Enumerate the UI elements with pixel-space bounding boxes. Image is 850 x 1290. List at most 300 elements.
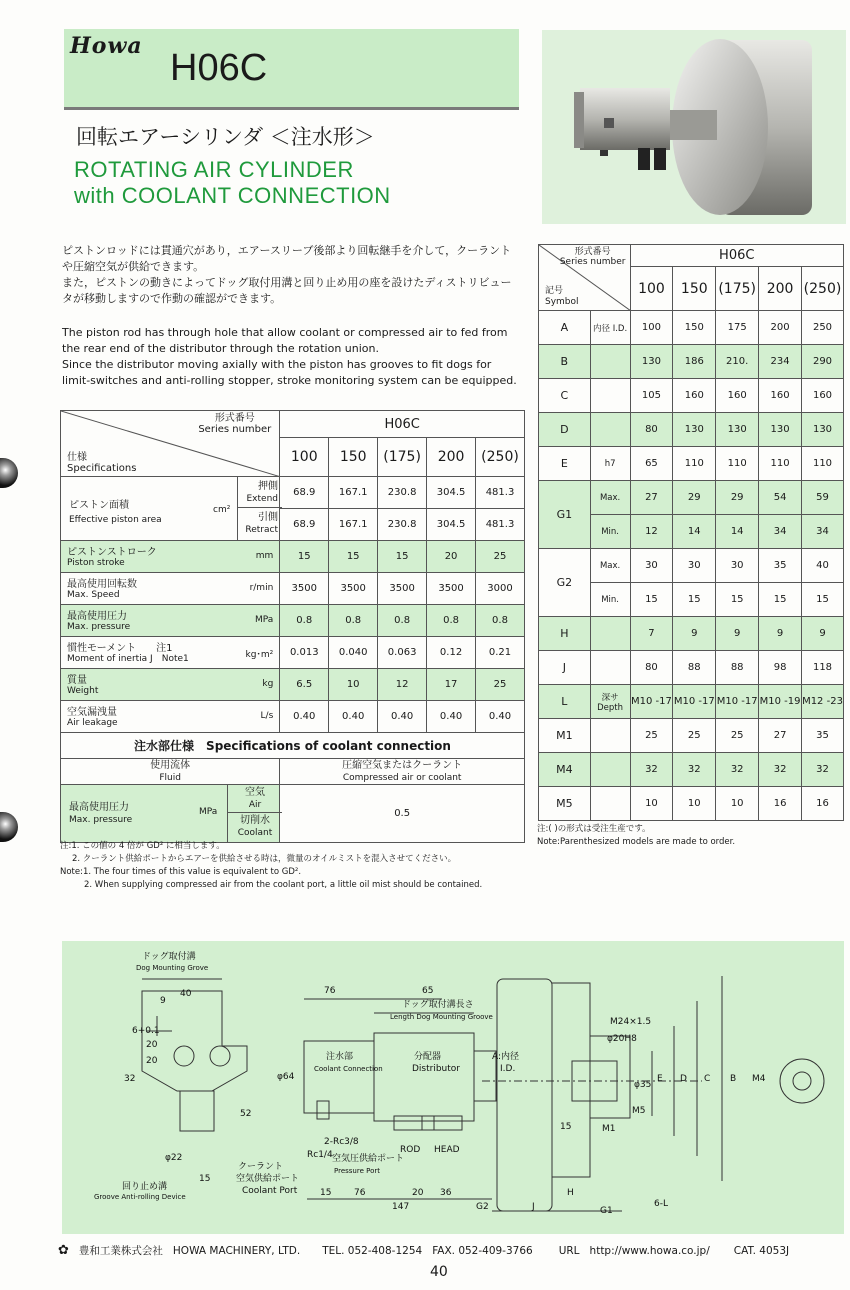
drawing-label: Length Dog Mounting Groove xyxy=(390,1013,493,1021)
spec-row-value: 0.40 xyxy=(280,701,329,733)
fluid-value-en: Compressed air or coolant xyxy=(342,772,462,783)
dim-value: 160 xyxy=(759,379,802,413)
spec-series-value: H06C xyxy=(280,411,525,438)
dim-value: 9 xyxy=(759,617,802,651)
drawing-label: ROD xyxy=(400,1145,421,1155)
dim-value: 34 xyxy=(802,515,844,549)
spec-note-en-1: Note:1. The four times of this value is equivalent to GD². xyxy=(60,867,302,877)
dim-symbol: M4 xyxy=(539,753,591,787)
spec-row-value: 0.8 xyxy=(280,605,329,637)
spec-note-jp-2: 2. クーラント供給ポートからエアーを供給させる時は，微量のオイルミストを混入させてください。 xyxy=(72,854,457,864)
dim-value: 59 xyxy=(802,481,844,515)
extend-value: 68.9 xyxy=(280,477,329,509)
dim-symbol: B xyxy=(539,345,591,379)
coolant-jp: 切削水 xyxy=(240,815,270,826)
drawing-label: D xyxy=(680,1074,687,1084)
dim-row xyxy=(539,617,844,651)
drawing-label: M5 xyxy=(632,1106,646,1116)
dim-value: 150 xyxy=(673,311,716,345)
spec-row-value: 3500 xyxy=(378,573,427,605)
spec-row-value: 3500 xyxy=(280,573,329,605)
spec-row-label-jp: 慣性モーメント 注1 xyxy=(67,642,173,654)
air-en: Air xyxy=(248,800,262,810)
dim-row xyxy=(539,481,844,515)
dim-value: 35 xyxy=(759,549,802,583)
spec-row-value: 0.40 xyxy=(476,701,525,733)
dim-value: 100 xyxy=(630,311,673,345)
drawing-label: 20 xyxy=(412,1188,424,1198)
howa-logo: Howa xyxy=(70,33,143,59)
spec-row-label-jp: ピストンストローク xyxy=(67,546,157,558)
dim-symbol: M1 xyxy=(539,719,591,753)
fluid-label xyxy=(61,759,280,785)
dim-value: 10 xyxy=(716,787,759,821)
dim-value: 15 xyxy=(802,583,844,617)
url-label: URL xyxy=(558,1244,580,1257)
air-jp: 空気 xyxy=(245,787,265,798)
drawing-label: 147 xyxy=(392,1202,410,1212)
dim-value: 80 xyxy=(630,651,673,685)
product-photo xyxy=(542,30,846,224)
spec-row-label xyxy=(61,573,280,605)
spec-row-label-jp: 最高使用圧力 xyxy=(67,610,127,622)
dim-value: 15 xyxy=(759,583,802,617)
dim-size-col: 100 xyxy=(630,267,673,311)
website-link[interactable]: http://www.howa.co.jp/ xyxy=(589,1244,710,1257)
dim-symbol: G1 xyxy=(539,481,591,549)
dim-row xyxy=(539,685,844,719)
dim-value: M10 -17 xyxy=(630,685,673,719)
dim-subnote xyxy=(590,719,630,753)
spec-row-label xyxy=(61,637,280,669)
spec-note-en-2: 2. When supplying compressed air from the coolant port, a little oil mist should be contained. xyxy=(84,880,483,890)
spec-row-value: 0.21 xyxy=(476,637,525,669)
dim-value: 290 xyxy=(802,345,844,379)
dim-header-corner xyxy=(539,245,631,311)
piston-area-en: Effective piston area xyxy=(69,515,162,525)
dim-value: 118 xyxy=(802,651,844,685)
company-name-jp: 豊和工業株式会社 xyxy=(78,1245,163,1257)
dim-value: 14 xyxy=(716,515,759,549)
spec-row-value: 25 xyxy=(476,669,525,701)
dim-value: 80 xyxy=(630,413,673,447)
dim-row xyxy=(539,753,844,787)
dim-series-value: H06C xyxy=(630,245,843,267)
dim-value: 30 xyxy=(716,549,759,583)
spec-row-unit: L/s xyxy=(260,711,274,721)
spec-row xyxy=(61,669,525,701)
retract-jp: 引側 xyxy=(258,512,278,523)
dim-value: 110 xyxy=(716,447,759,481)
dim-row xyxy=(539,549,844,583)
spec-row-label xyxy=(61,669,280,701)
drawing-label: J xyxy=(532,1202,535,1212)
spec-size-col: (175) xyxy=(378,438,427,477)
dim-subnote xyxy=(590,345,630,379)
spec-row-value: 0.40 xyxy=(378,701,427,733)
dim-subnote: Min. xyxy=(590,515,630,549)
dim-value: 30 xyxy=(630,549,673,583)
drawing-label: M4 xyxy=(752,1074,766,1084)
drawing-label: 6-L xyxy=(654,1199,668,1209)
dim-row xyxy=(539,379,844,413)
drawing-label: 分配器 xyxy=(414,1052,442,1062)
intro-en-paragraph-2: Since the distributor moving axially with the piston has grooves to fit dogs for limit-switches and anti-rolling stopper, stroke monitoring system can be equipped. xyxy=(62,358,517,387)
spec-row-unit: mm xyxy=(255,551,274,561)
spec-row-value: 0.040 xyxy=(329,637,378,669)
drawing-label: 2-Rc3/8 xyxy=(324,1137,359,1147)
catalog-number: CAT. 4053J xyxy=(733,1244,790,1257)
dim-value: 175 xyxy=(716,311,759,345)
footer xyxy=(58,1243,848,1258)
fluid-label-en: Fluid xyxy=(159,772,181,783)
dim-row xyxy=(539,651,844,685)
drawing-label: 空気供給ポート xyxy=(236,1174,300,1184)
piston-area-label xyxy=(61,477,280,541)
spec-spec-label-en: Specifications xyxy=(67,463,137,474)
spec-row-label-jp: 最高使用回転数 xyxy=(67,578,137,590)
spec-size-col: (250) xyxy=(476,438,525,477)
dim-value: 65 xyxy=(630,447,673,481)
dim-value: 25 xyxy=(716,719,759,753)
drawing-label: Coolant Port xyxy=(242,1186,298,1196)
phone: TEL. 052-408-1254 xyxy=(322,1244,423,1257)
dim-value: 15 xyxy=(673,583,716,617)
drawing-label: 52 xyxy=(240,1109,252,1119)
spec-row-label-en: Air leakage xyxy=(67,717,118,728)
intro-jp-paragraph-2: また，ピストンの動きによってドッグ取付用溝と回り止め用の座を設けたディストリビュータが移動しますので作動の確認ができます。 xyxy=(62,276,512,305)
drawing-label: 20 xyxy=(146,1056,158,1066)
drawing-label: I.D. xyxy=(500,1064,516,1074)
dim-subnote xyxy=(590,753,630,787)
drawing-label: G2 xyxy=(476,1202,489,1212)
spec-row-label-jp: 空気漏洩量 xyxy=(67,706,117,718)
dim-row xyxy=(539,413,844,447)
dim-value: 130 xyxy=(716,413,759,447)
retract-value: 68.9 xyxy=(280,509,329,541)
dim-value: 130 xyxy=(673,413,716,447)
model-title: H06C xyxy=(170,47,268,89)
dim-value: 210. xyxy=(716,345,759,379)
dim-value: 130 xyxy=(630,345,673,379)
fax: FAX. 052-409-3766 xyxy=(432,1244,533,1257)
spec-row-label xyxy=(61,541,280,573)
dim-value: 35 xyxy=(802,719,844,753)
spec-row-label-jp: 質量 xyxy=(67,674,87,686)
spec-row xyxy=(61,541,525,573)
spec-row-label-en: Weight xyxy=(67,685,99,696)
dim-value: 130 xyxy=(802,413,844,447)
extend-value: 481.3 xyxy=(476,477,525,509)
drawing-label: φ64 xyxy=(277,1072,295,1082)
spec-row-value: 6.5 xyxy=(280,669,329,701)
dim-value: 130 xyxy=(759,413,802,447)
spec-row-value: 3500 xyxy=(427,573,476,605)
spec-row-value: 0.12 xyxy=(427,637,476,669)
dim-note-jp: 注:( )の形式は受注生産です。 xyxy=(537,824,651,834)
dim-value: 110 xyxy=(802,447,844,481)
spec-size-col: 200 xyxy=(427,438,476,477)
dim-symbol-en: Symbol xyxy=(545,297,579,307)
drawing-label: B xyxy=(730,1074,737,1084)
spec-row-value: 15 xyxy=(378,541,427,573)
dim-symbol-jp: 記号 xyxy=(545,286,564,296)
title-japanese: 回転エアーシリンダ ＜注水形＞ xyxy=(76,125,375,149)
dim-symbol: A xyxy=(539,311,591,345)
spec-row-unit: kg xyxy=(262,679,274,689)
spec-header-corner xyxy=(61,411,280,477)
dim-size-col: 200 xyxy=(759,267,802,311)
dim-series-jp: 形式番号 xyxy=(574,247,611,257)
dim-subnote xyxy=(590,787,630,821)
dim-value: 40 xyxy=(802,549,844,583)
retract-value: 304.5 xyxy=(427,509,476,541)
dim-symbol: C xyxy=(539,379,591,413)
drawing-label: 76 xyxy=(354,1188,366,1198)
dim-value: 16 xyxy=(759,787,802,821)
coolant-en: Coolant xyxy=(237,828,273,838)
dim-value: 27 xyxy=(759,719,802,753)
dim-value: 9 xyxy=(802,617,844,651)
spec-row-value: 0.013 xyxy=(280,637,329,669)
dim-value: M12 -23 xyxy=(802,685,844,719)
drawing-label: A:内径 xyxy=(492,1052,520,1062)
drawing-label: Dog Mounting Grove xyxy=(136,964,209,972)
spec-size-col: 150 xyxy=(329,438,378,477)
dim-value: 29 xyxy=(673,481,716,515)
spec-note-jp-1: 注:1. この値の 4 倍が GD² に相当します。 xyxy=(60,841,225,851)
dim-subnote: 深サ Depth xyxy=(590,685,630,719)
spec-row-label-en: Max. Speed xyxy=(67,589,120,600)
piston-area-jp: ピストン面積 xyxy=(69,500,129,511)
dim-value: 250 xyxy=(802,311,844,345)
fluid-value-jp: 圧縮空気またはクーラント xyxy=(342,759,463,771)
drawing-label: C xyxy=(704,1074,711,1084)
spec-row-value: 0.8 xyxy=(378,605,427,637)
extend-jp: 押側 xyxy=(258,481,278,492)
drawing-label: Coolant Connection xyxy=(314,1065,383,1073)
extend-en: Extend xyxy=(246,494,278,504)
dim-value: 29 xyxy=(716,481,759,515)
drawing-label: Groove Anti-rolling Device xyxy=(94,1193,186,1201)
dim-value: 15 xyxy=(630,583,673,617)
spec-row-label-en: Piston stroke xyxy=(67,557,125,568)
dim-value: 110 xyxy=(759,447,802,481)
dim-value: 98 xyxy=(759,651,802,685)
dim-value: 30 xyxy=(673,549,716,583)
dim-size-col: 150 xyxy=(673,267,716,311)
dim-value: 160 xyxy=(673,379,716,413)
dim-symbol: E xyxy=(539,447,591,481)
dim-value: 32 xyxy=(630,753,673,787)
dim-row xyxy=(539,447,844,481)
dim-value: 25 xyxy=(630,719,673,753)
dim-row xyxy=(539,311,844,345)
spec-series-label-en: Series number xyxy=(198,424,272,435)
dim-note-en: Note:Parenthesized models are made to order. xyxy=(537,837,736,847)
drawing-label: φ20H8 xyxy=(607,1034,637,1044)
dim-value: 54 xyxy=(759,481,802,515)
coolant-pressure-label xyxy=(61,785,280,843)
fluid-value xyxy=(280,759,525,785)
drawing-label: クーラント xyxy=(238,1162,284,1172)
drawing-label: ドッグ取付溝長さ xyxy=(402,1000,474,1010)
drawing-label: HEAD xyxy=(434,1145,460,1155)
dim-value: 9 xyxy=(673,617,716,651)
dimensions-table xyxy=(538,244,844,821)
company-mark-icon: ✿ xyxy=(58,1243,69,1258)
spec-row-value: 15 xyxy=(280,541,329,573)
drawing-label: 15 xyxy=(199,1174,211,1184)
dim-value: 32 xyxy=(673,753,716,787)
spec-row-value: 0.40 xyxy=(329,701,378,733)
binder-hole xyxy=(0,812,18,842)
drawing-label: Pressure Port xyxy=(334,1167,380,1175)
dim-subnote: h7 xyxy=(590,447,630,481)
fluid-label-jp: 使用流体 xyxy=(150,759,191,771)
spec-row-label-en: Moment of inertia J Note1 xyxy=(67,653,189,664)
dim-value: 7 xyxy=(630,617,673,651)
spec-row-value: 10 xyxy=(329,669,378,701)
spec-row-value: 17 xyxy=(427,669,476,701)
spec-spec-label-jp: 仕様 xyxy=(67,452,87,463)
dim-subnote xyxy=(590,617,630,651)
dim-size-col: (250) xyxy=(802,267,844,311)
dim-value: 88 xyxy=(716,651,759,685)
coolant-pressure-en: Max. pressure xyxy=(69,815,133,825)
drawing-label: 15 xyxy=(560,1122,572,1132)
drawing-label: M24×1.5 xyxy=(610,1017,652,1027)
drawing-label: 40 xyxy=(180,989,192,999)
dim-subnote xyxy=(590,413,630,447)
drawing-label: 36 xyxy=(440,1188,452,1198)
drawing-label: 6+0.1 xyxy=(132,1026,160,1036)
drawing-label: 注水部 xyxy=(326,1052,354,1062)
extend-value: 167.1 xyxy=(329,477,378,509)
dim-value: M10 -17 xyxy=(716,685,759,719)
drawing-label: 回り止め溝 xyxy=(122,1182,168,1192)
dim-row xyxy=(539,345,844,379)
coolant-pressure-jp: 最高使用圧力 xyxy=(69,802,129,813)
drawing-label: H xyxy=(567,1188,574,1198)
spec-row-value: 3000 xyxy=(476,573,525,605)
extend-value: 230.8 xyxy=(378,477,427,509)
coolant-pressure-unit: MPa xyxy=(199,807,218,817)
drawing-label: 76 xyxy=(324,986,336,996)
page-number: 40 xyxy=(430,1264,448,1280)
drawing-label: 9 xyxy=(160,996,166,1006)
dim-value: M10 -17 xyxy=(673,685,716,719)
dim-subnote xyxy=(590,651,630,685)
coolant-pressure-value: 0.5 xyxy=(280,785,525,843)
spec-size-col: 100 xyxy=(280,438,329,477)
drawing-label: 32 xyxy=(124,1074,136,1084)
dim-size-col: (175) xyxy=(716,267,759,311)
intro-jp-paragraph-1: ピストンロッドには貫通穴があり，エアースリーブ後部より回転継手を介して，クーラントや圧縮空気が供給できます。 xyxy=(62,244,512,273)
spec-row-value: 3500 xyxy=(329,573,378,605)
dim-symbol: M5 xyxy=(539,787,591,821)
dim-value: 160 xyxy=(802,379,844,413)
dim-value: 110 xyxy=(673,447,716,481)
spec-row-value: 0.063 xyxy=(378,637,427,669)
spec-row-label xyxy=(61,701,280,733)
dim-subnote: Max. xyxy=(590,481,630,515)
drawing-label: Distributor xyxy=(412,1064,461,1074)
drawing-label: ドッグ取付溝 xyxy=(142,952,196,962)
dim-value: 14 xyxy=(673,515,716,549)
dim-symbol: H xyxy=(539,617,591,651)
dim-symbol: D xyxy=(539,413,591,447)
spec-row xyxy=(61,605,525,637)
retract-value: 167.1 xyxy=(329,509,378,541)
dim-value: 88 xyxy=(673,651,716,685)
spec-row-label xyxy=(61,605,280,637)
dim-value: 234 xyxy=(759,345,802,379)
coolant-section-title: 注水部仕様 Specifications of coolant connection xyxy=(61,733,525,759)
drawing-label: G1 xyxy=(600,1206,613,1216)
dim-value: 12 xyxy=(630,515,673,549)
spec-row-label-en: Max. pressure xyxy=(67,621,131,632)
spec-row-value: 0.8 xyxy=(427,605,476,637)
dim-symbol: J xyxy=(539,651,591,685)
dim-subnote xyxy=(590,379,630,413)
title-english-line2: with COOLANT CONNECTION xyxy=(74,183,391,208)
dim-subnote: Max. xyxy=(590,549,630,583)
retract-en: Retract xyxy=(245,525,278,535)
header-banner xyxy=(64,29,519,110)
specifications-table xyxy=(60,410,525,843)
dim-value: 10 xyxy=(673,787,716,821)
dim-row xyxy=(539,787,844,821)
spec-row-value: 0.8 xyxy=(329,605,378,637)
spec-row-unit: MPa xyxy=(254,615,274,625)
drawing-label: φ35 xyxy=(634,1080,652,1090)
intro-en-paragraph-1: The piston rod has through hole that allow coolant or compressed air to fed from the rear end of the distributor through the rotation union. xyxy=(62,326,508,355)
retract-value: 481.3 xyxy=(476,509,525,541)
dim-value: 15 xyxy=(716,583,759,617)
spec-row-value: 20 xyxy=(427,541,476,573)
spec-row-value: 25 xyxy=(476,541,525,573)
dim-value: 10 xyxy=(630,787,673,821)
dim-series-en: Series number xyxy=(559,257,626,267)
binder-hole xyxy=(0,458,18,488)
dim-value: 32 xyxy=(716,753,759,787)
dim-value: 32 xyxy=(802,753,844,787)
dim-value: 9 xyxy=(716,617,759,651)
spec-row-value: 12 xyxy=(378,669,427,701)
spec-series-label-jp: 形式番号 xyxy=(214,413,255,424)
dim-row xyxy=(539,719,844,753)
drawing-label: M1 xyxy=(602,1124,616,1134)
dim-symbol: L xyxy=(539,685,591,719)
company-name-en: HOWA MACHINERY, LTD. xyxy=(172,1244,301,1257)
title-english-line1: ROTATING AIR CYLINDER xyxy=(74,157,354,182)
spec-row xyxy=(61,573,525,605)
drawing-label: φ22 xyxy=(165,1153,183,1163)
spec-row-unit: r/min xyxy=(249,583,274,593)
dim-value: M10 -19 xyxy=(759,685,802,719)
spec-row-value: 0.8 xyxy=(476,605,525,637)
drawing-label: E xyxy=(657,1074,663,1084)
dim-value: 27 xyxy=(630,481,673,515)
dim-value: 25 xyxy=(673,719,716,753)
extend-value: 304.5 xyxy=(427,477,476,509)
dim-value: 16 xyxy=(802,787,844,821)
dim-value: 32 xyxy=(759,753,802,787)
dim-value: 160 xyxy=(716,379,759,413)
dim-value: 34 xyxy=(759,515,802,549)
dim-symbol: G2 xyxy=(539,549,591,617)
